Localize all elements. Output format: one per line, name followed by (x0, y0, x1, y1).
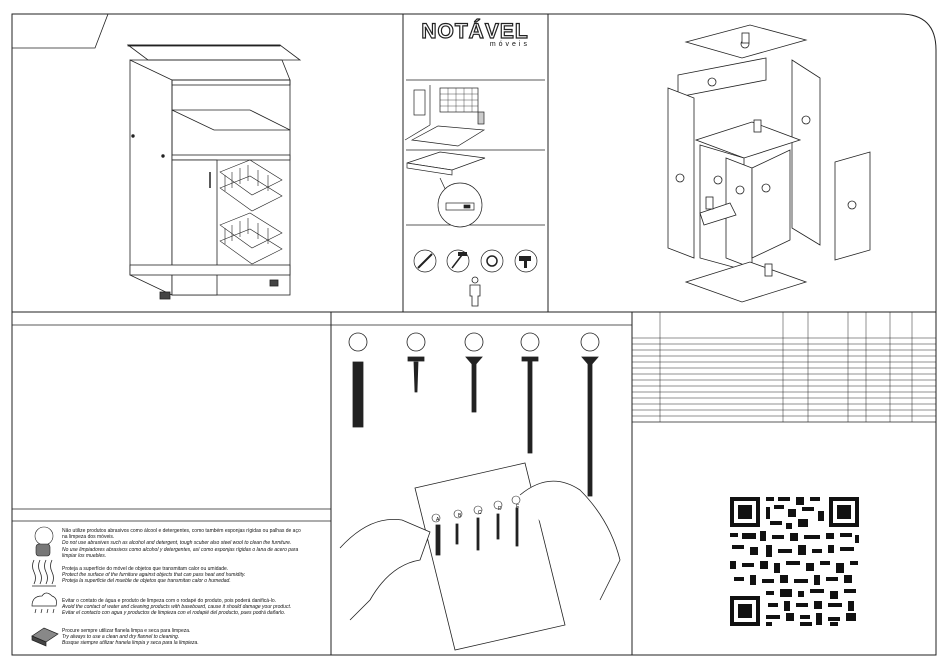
care-note-cleaning-products (62, 528, 332, 559)
screwdriver-icon (414, 250, 436, 272)
care-line: na limpeza dos móveis. (62, 534, 115, 541)
assembled-cabinet (128, 45, 300, 299)
water-contact-icon (32, 593, 57, 613)
dry-cloth-icon (32, 628, 58, 646)
care-line: Do not use abrasives such as alcohol and detergent, tough scuber also steel wool to clean the furniture. (62, 540, 292, 547)
care-line: Busque siempre utilizar franela limpia y seca para la limpieza. (62, 640, 199, 647)
part-letter-c: C (478, 510, 482, 516)
panel-detail-illustration (407, 152, 485, 227)
brand-name: NOTÁVEL (421, 20, 529, 43)
care-line: Procure sempre utilizar flanela limpa e seca para limpeza. (62, 628, 191, 634)
hardware-icons (349, 333, 599, 496)
brand-subtitle: móveis (489, 41, 530, 48)
care-line: Evitar el contacto con agua y productos de limpieza con el rodapié del producto, pues podrá dañarlo. (62, 610, 286, 617)
hands-holding-sheet-illustration (340, 463, 620, 650)
parts-table (632, 312, 936, 422)
care-note-water-contact (62, 598, 332, 617)
care-note-dry-cloth (62, 628, 332, 647)
qr-code (728, 495, 861, 628)
part-letter-b: B (458, 513, 462, 519)
workspace-illustration (405, 85, 484, 146)
part-letter-a: A (436, 517, 440, 523)
care-line: Try always to use a clean and dry flannel to cleaning. (62, 634, 180, 641)
parts-letters (430, 504, 530, 524)
drill-icon (515, 250, 537, 272)
exploded-view (668, 25, 870, 302)
wire-basket-lower (220, 213, 282, 264)
flat-screw (465, 333, 483, 412)
cleaning-products-icon (35, 527, 53, 556)
care-line: Avoid the contact of water and cleaning products with baseboard, cause it should damage your product. (62, 604, 292, 611)
tools-row (414, 250, 537, 306)
care-line: Proteja la superficie del mueble de objetos que transmitan calor o humedad. (62, 578, 231, 585)
care-note-heat-humidity (62, 566, 332, 585)
tape-icon (481, 250, 503, 272)
care-line: No use limpiadores abrasivos como alcohol y detergentes, así como esponjas rígidas o lana de acero para (62, 546, 299, 553)
part-letter-e: E (516, 504, 520, 510)
extra-long-screw (581, 333, 599, 496)
brand-logo (410, 20, 540, 48)
care-line: Proteja a superfície do móvel de objetos que transmitam calor ou umidade. (62, 566, 229, 572)
dowel (349, 333, 367, 427)
cam-screw (407, 333, 425, 392)
care-line: limpiar los muebles. (62, 552, 107, 559)
wire-basket-upper (220, 160, 282, 211)
person-icon (470, 277, 480, 306)
heat-humidity-icon (32, 560, 56, 586)
long-screw (521, 333, 539, 453)
care-line: Não utilize produtos abrasivos como álcool e detergentes, como também esponjas rígidas ou palhas de aço (62, 528, 301, 534)
care-line: Protect the surface of the furniture against objects that can pass heat and humidity. (62, 572, 246, 579)
corner-tab (12, 14, 108, 48)
part-letter-d: D (498, 506, 502, 512)
care-line: Evitar o contato de água e produto de limpeza com o rodapé do produto, pois poderá danificá-lo. (62, 598, 277, 604)
hammer-icon (447, 250, 469, 272)
